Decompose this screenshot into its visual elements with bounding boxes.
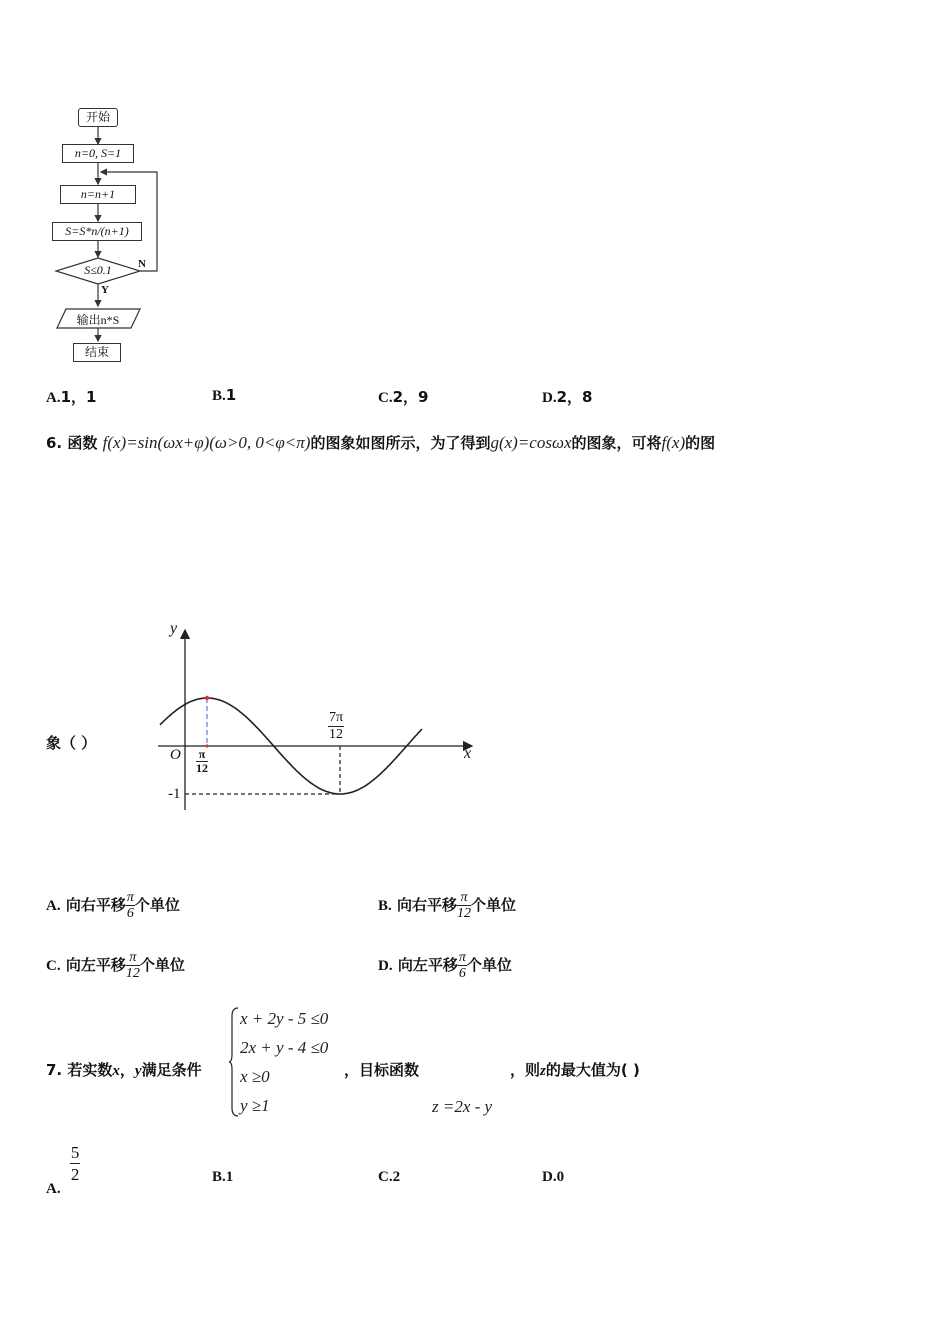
- option-fraction: [126, 890, 135, 921]
- q7-text-a: 若实数: [67, 1061, 113, 1079]
- flow-condition-label: S≤0.1: [84, 263, 112, 277]
- flow-output-label: 输出n*S: [76, 313, 120, 327]
- graph-peak-label: [196, 748, 208, 775]
- option-letter: D.: [542, 1169, 557, 1185]
- fraction-den: 12: [125, 966, 140, 981]
- option-letter: A.: [46, 1181, 61, 1197]
- q7-text-d: ，则: [510, 1061, 541, 1079]
- q6-text-d: 的图: [685, 434, 716, 452]
- peak-point: [205, 696, 209, 700]
- option-fraction: [70, 1142, 81, 1185]
- option-fraction: [458, 950, 467, 981]
- option-letter: D.: [542, 390, 557, 406]
- graph-x-label: x: [464, 745, 472, 762]
- option-suffix: 个单位: [134, 896, 180, 914]
- q5-option-d: [542, 386, 592, 407]
- option-text: 2: [392, 1169, 401, 1185]
- q6-stem-continued: 象（ ）: [46, 734, 97, 752]
- option-suffix: 个单位: [139, 956, 185, 974]
- flow-start: 开始: [78, 108, 118, 127]
- constraint-3: x ≥0: [240, 1067, 270, 1086]
- flow-init: n=0, S=1: [62, 144, 134, 163]
- q6-option-d: [378, 950, 512, 981]
- option-suffix: 个单位: [466, 956, 512, 974]
- flow-end: 结束: [73, 343, 121, 362]
- option-prefix: 向左平移: [397, 956, 458, 974]
- option-prefix: 向右平移: [397, 896, 458, 914]
- fraction-den: 12: [457, 906, 472, 921]
- q5-option-c: [378, 386, 428, 407]
- q6-text-b: 的图象如图所示，为了得到: [310, 434, 491, 452]
- fraction-den: 6: [458, 966, 466, 981]
- option-letter: A.: [46, 898, 61, 914]
- option-suffix: 个单位: [471, 896, 517, 914]
- option-letter: C.: [378, 1169, 393, 1185]
- trough-num: 7π: [329, 710, 344, 725]
- option-letter: C.: [46, 958, 61, 974]
- question-number: 7.: [46, 1061, 63, 1079]
- q7-option-d: [542, 1167, 564, 1186]
- constraint-brace: [228, 1006, 240, 1118]
- q7-option-c: [378, 1167, 400, 1186]
- formula-fx: f(x): [661, 433, 686, 452]
- constraint-4: y ≥1: [240, 1096, 270, 1115]
- q7-objective-text: ，目标函数: [344, 1061, 420, 1079]
- fraction-num: 5: [70, 1143, 80, 1162]
- q5-option-a: [46, 386, 96, 407]
- fraction-num: π: [126, 890, 134, 905]
- option-fraction: [126, 950, 140, 981]
- option-prefix: 向右平移: [65, 896, 126, 914]
- flow-step-s: S=S*n/(n+1): [52, 222, 142, 241]
- option-text: 0: [556, 1169, 565, 1185]
- fraction-num: π: [457, 890, 471, 906]
- q6-option-c: [46, 950, 185, 981]
- fraction-den: 6: [126, 906, 134, 921]
- q7-stem-left: [46, 1059, 202, 1080]
- graph-origin-label: O: [170, 747, 181, 763]
- graph-trough-label: [328, 710, 344, 743]
- option-letter: C.: [378, 390, 393, 406]
- flow-no-label: N: [138, 258, 146, 270]
- fraction-num: π: [126, 950, 140, 966]
- option-letter: B.: [212, 1169, 226, 1185]
- trough-den: 12: [329, 727, 344, 742]
- var-x: x: [112, 1063, 120, 1079]
- q7-option-a: [46, 1142, 80, 1197]
- option-letter: B.: [378, 898, 392, 914]
- question-number: 6.: [46, 434, 63, 452]
- sine-graph: [150, 618, 490, 818]
- q6-stem: [46, 432, 715, 453]
- fraction-num: π: [458, 950, 466, 965]
- flow-yes-label: Y: [101, 284, 109, 296]
- q7-stem-right: [510, 1059, 640, 1080]
- option-letter: D.: [378, 958, 393, 974]
- option-letter: A.: [46, 390, 61, 406]
- var-y: y: [134, 1063, 142, 1079]
- constraint-2: 2x + y - 4 ≤0: [240, 1038, 329, 1057]
- option-text: 2，9: [392, 388, 429, 406]
- graph-y-label: y: [170, 620, 178, 637]
- option-prefix: 向左平移: [65, 956, 126, 974]
- formula-g: g(x)=cosωx: [490, 433, 572, 452]
- var-z: z: [540, 1063, 546, 1079]
- option-letter: B.: [212, 388, 226, 404]
- option-text: 1: [225, 1169, 234, 1185]
- q6-option-b: [378, 890, 516, 921]
- q6-option-a: [46, 890, 180, 921]
- q5-option-b: [212, 386, 236, 405]
- peak-den: 12: [196, 761, 208, 775]
- option-text: 2，8: [556, 388, 593, 406]
- formula-f: f(x)=sin(ωx+φ)(ω>0, 0<φ<π): [102, 433, 311, 452]
- option-text: 1，1: [60, 388, 97, 406]
- objective-function: z =2x - y: [432, 1097, 493, 1116]
- q7-text-b: 满足条件: [141, 1061, 202, 1079]
- graph-min-label: -1: [168, 786, 181, 802]
- q7-option-b: [212, 1167, 233, 1186]
- flow-step-n: n=n+1: [60, 185, 136, 204]
- option-fraction: [457, 890, 471, 921]
- peak-num: π: [196, 748, 208, 762]
- q6-text-a: 函数: [67, 434, 98, 452]
- fraction-den: 2: [70, 1165, 80, 1184]
- q7-sep: ，: [119, 1061, 135, 1079]
- option-text: 1: [225, 386, 237, 404]
- q6-text-c: 的图象，可将: [571, 434, 662, 452]
- constraint-1: x + 2y - 5 ≤0: [240, 1009, 329, 1028]
- q7-text-e: 的最大值为( ): [545, 1061, 640, 1079]
